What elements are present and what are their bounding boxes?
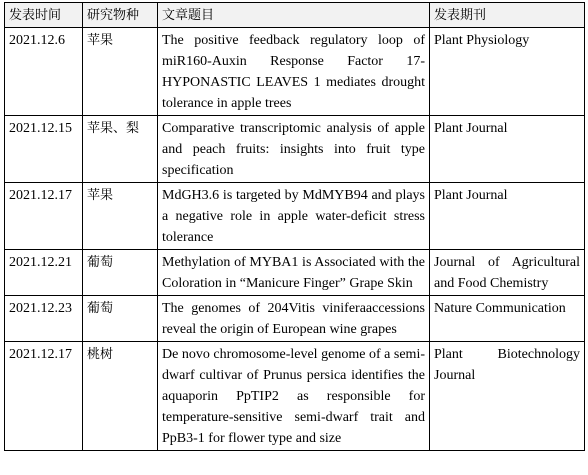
cell-date: 2021.12.6: [5, 28, 83, 116]
cell-title: Methylation of MYBA1 is Associated with the Coloration in “Manicure Finger” Grape Skin: [158, 250, 430, 296]
cell-journal: Plant Journal: [430, 116, 585, 183]
cell-journal: Plant Journal: [430, 183, 585, 250]
cell-title: The positive feedback regulatory loop of miR160-Auxin Response Factor 17-HYPONASTIC LEAVES 1 mediates drought tolerance in apple trees: [158, 28, 430, 116]
table-row: [5, 183, 585, 250]
cell-date: 2021.12.23: [5, 296, 83, 342]
header-title: 文章题目: [158, 3, 430, 28]
cell-journal: Journal of Agricultural and Food Chemistry: [430, 250, 585, 296]
cell-date: 2021.12.17: [5, 183, 83, 250]
cell-species: 桃树: [83, 342, 158, 451]
cell-title: Comparative transcriptomic analysis of apple and peach fruits: insights into fruit type specification: [158, 116, 430, 183]
publications-table: [4, 2, 585, 451]
header-journal: 发表期刊: [430, 3, 585, 28]
cell-species: 苹果: [83, 28, 158, 116]
cell-title: MdGH3.6 is targeted by MdMYB94 and plays a negative role in apple water-deficit stress tolerance: [158, 183, 430, 250]
table-row: [5, 28, 585, 116]
cell-date: 2021.12.15: [5, 116, 83, 183]
cell-title: The genomes of 204Vitis viniferaaccessions reveal the origin of European wine grapes: [158, 296, 430, 342]
cell-title: De novo chromosome-level genome of a semi-dwarf cultivar of Prunus persica identifies the aquaporin PpTIP2 as responsible for temperature-sensitive semi-dwarf trait and PpB3-1 for flower type and size: [158, 342, 430, 451]
table-row: [5, 250, 585, 296]
table-header-row: [5, 3, 585, 28]
table-row: [5, 116, 585, 183]
cell-journal: Nature Communication: [430, 296, 585, 342]
cell-species: 苹果: [83, 183, 158, 250]
cell-date: 2021.12.21: [5, 250, 83, 296]
cell-date: 2021.12.17: [5, 342, 83, 451]
cell-species: 葡萄: [83, 296, 158, 342]
cell-species: 葡萄: [83, 250, 158, 296]
table-row: [5, 296, 585, 342]
cell-journal: Plant Physiology: [430, 28, 585, 116]
cell-journal: Plant Biotechnology Journal: [430, 342, 585, 451]
header-date: 发表时间: [5, 3, 83, 28]
table-row: [5, 342, 585, 451]
header-species: 研究物种: [83, 3, 158, 28]
cell-species: 苹果、梨: [83, 116, 158, 183]
